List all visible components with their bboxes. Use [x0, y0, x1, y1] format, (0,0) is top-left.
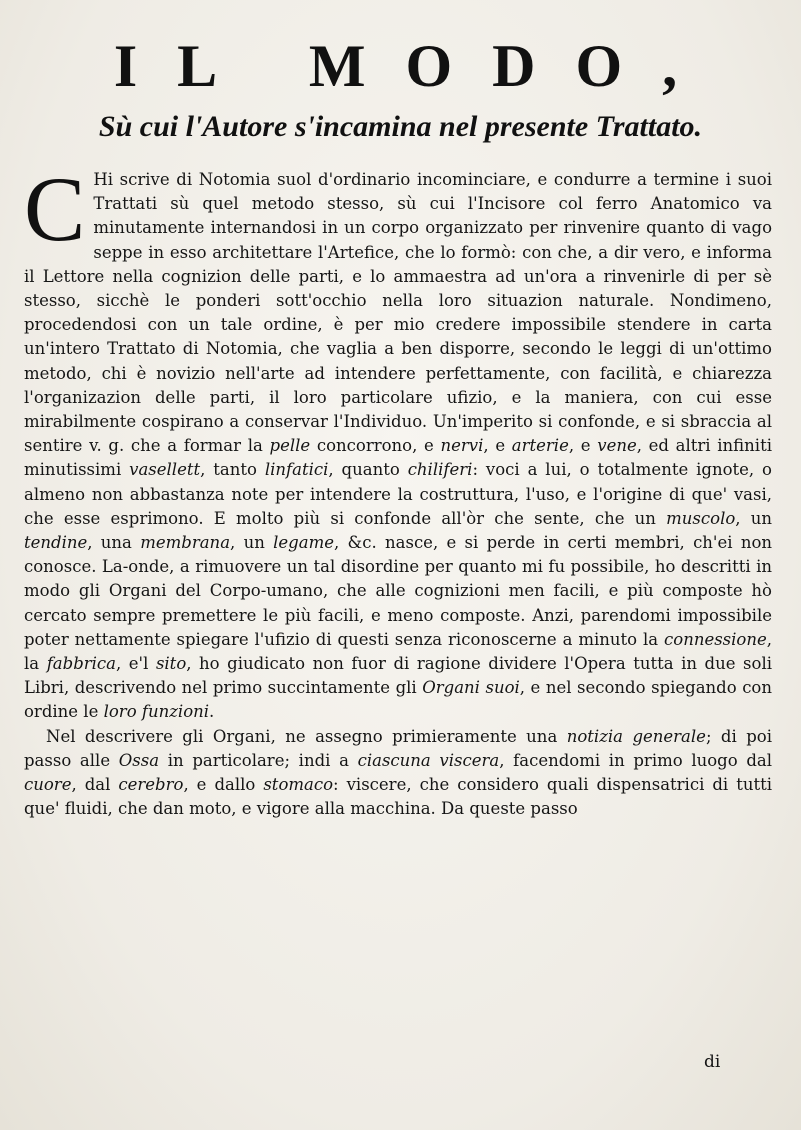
body-text — [24, 158, 773, 821]
italic-term: membrana — [140, 533, 231, 553]
page-title: IL MODO, — [113, 33, 718, 99]
italic-term: vene — [597, 436, 637, 456]
italic-term: fabbrica — [46, 654, 116, 674]
text-run: , e dallo — [183, 775, 256, 795]
italic-term: Ossa — [118, 750, 160, 770]
italic-term: connessione — [664, 629, 767, 649]
text-run: : viscere, che considero quali dispensatrici di tutti que' fluidi, che dan moto, e vigore alla macchina. Da queste passo — [24, 775, 772, 819]
text-run: , e — [483, 436, 506, 456]
text-run: , ed altri infiniti minutissimi — [24, 436, 772, 480]
text-run: in particolare; indi a — [167, 750, 349, 770]
text-run: concorrono, e — [316, 436, 434, 456]
paragraph-2 — [24, 725, 772, 822]
italic-term: linfatici — [264, 460, 329, 480]
italic-term: nervi — [440, 436, 484, 456]
italic-term: chiliferi — [407, 460, 473, 480]
italic-term: ciascuna viscera — [357, 750, 500, 770]
text-run: , tanto — [200, 460, 257, 480]
text-run: , facendomi in primo luogo dal — [499, 750, 773, 770]
italic-term: legame — [273, 533, 334, 553]
drop-cap: C — [24, 158, 86, 260]
italic-term: cerebro — [118, 775, 184, 795]
text-run: , e — [568, 436, 591, 456]
text-run: , quanto — [328, 460, 400, 480]
italic-term: loro funzioni — [103, 702, 210, 722]
italic-term: cuore — [24, 775, 72, 795]
paragraph-1 — [24, 158, 773, 725]
text-run: , e nel secondo spiegando con ordine le — [24, 678, 772, 722]
text-run: , una — [87, 533, 132, 553]
text-run: ; di poi passo alle — [24, 726, 772, 770]
italic-term: stomaco — [263, 775, 334, 795]
italic-term: muscolo — [666, 508, 736, 528]
text-run: : voci a lui, o totalmente ignote, o almeno non abbastanza note per intendere la costruttura, l'uso, e l'origine di que' vasi, che esse esprimono. E molto più si confonde all'òr che sente, che un — [24, 460, 772, 528]
text-run: Nel descrivere gli Organi, ne assegno primieramente una — [46, 726, 558, 746]
text-run: , un — [230, 533, 265, 553]
text-run: Hi scrive di Notomia suol d'ordinario incominciare, e condurre a termine i suoi Trattati sù quel metodo stesso, sù cui l'Incisore col ferro Anatomico va minutamente internandosi in un corpo organizzato per rinvenire quanto di vago seppe in esso architettare l'Artefice, che lo formò: con che, a dir vero, e informa il Lettore nella cognizion delle parti, e lo ammaestra ad un'ora a rinvenirle di per sè stesso, sicchè le ponderi sott'occhio nella loro situazion naturale. Nondimeno, procedendosi con un tale ordine, è per mio credere impossibile stendere in carta un'intero Trattato di Notomia, che vaglia a ben disporre, secondo le leggi di un'ottimo metodo, chi è novizio nell'arte ad intendere perfettamente, con facilità, e chiarezza l'organizazion delle parti, il loro particolare ufizio, e la maniera, con cui esse mirabilmente cospirano a conservar l'Individuo. Un'imperito si confonde, e si sbraccia al sentire v. g. che a formar la — [24, 170, 772, 456]
text-run: , un — [735, 508, 773, 528]
text-run: , ho giudicato non fuor di ragione dividere l'Opera tutta in due soli Libri, descrivendo nel primo succintamente gli — [24, 654, 773, 698]
italic-term: notizia generale — [566, 726, 706, 746]
text-run: , e'l — [116, 654, 149, 674]
italic-term: arterie — [511, 436, 569, 456]
italic-term: tendine — [24, 533, 88, 553]
text-run: , &c. nasce, e si perde in certi membri, ch'ei non conosce. La-onde, a rimuovere un tal disordine per quanto mi fu possibile, ho descritti in modo gli Organi del Corpo-umano, che alle cognizioni men facili, e più composte hò cercato sempre premettere le più facili, e meno composte. Anzi, parendomi impossibile poter nettamente spiegare l'ufizio di questi senza riconoscerne a minuto la — [24, 533, 773, 649]
text-run: , la — [24, 629, 772, 674]
page-subtitle: Sù cui l'Autore s'incamina nel presente Trattato. — [98, 110, 703, 143]
text-run: . — [209, 702, 215, 722]
catchword: di — [704, 1052, 721, 1072]
italic-term: vasellett — [129, 460, 201, 480]
text-run: , dal — [71, 775, 111, 795]
italic-term: pelle — [269, 436, 311, 456]
italic-term: Organi suoi — [422, 678, 520, 698]
italic-term: sito — [155, 654, 187, 674]
